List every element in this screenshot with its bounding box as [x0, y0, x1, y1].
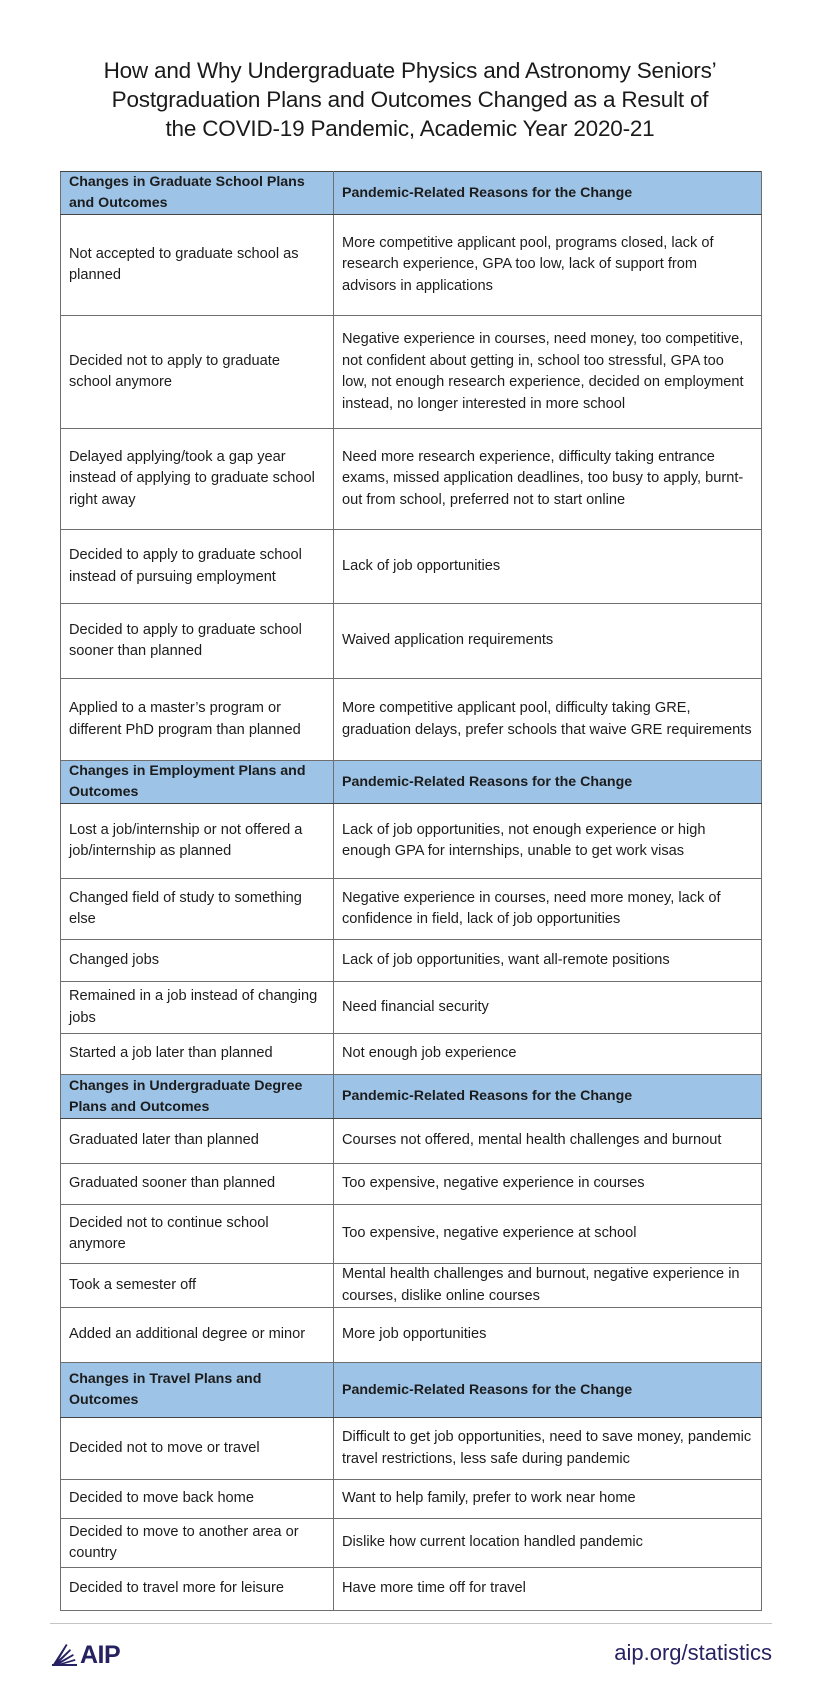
reasons-cell: Dislike how current location handled pandemic — [334, 1519, 762, 1568]
table-row — [61, 215, 762, 316]
reasons-cell: More competitive applicant pool, difficulty taking GRE, graduation delays, prefer schools that waive GRE requirements — [334, 679, 762, 761]
table-row — [61, 1205, 762, 1264]
change-cell: Decided not to apply to graduate school anymore — [61, 316, 334, 429]
footer-divider — [50, 1623, 772, 1624]
reasons-cell: Not enough job experience — [334, 1034, 762, 1075]
change-cell: Decided to apply to graduate school sooner than planned — [61, 604, 334, 679]
reasons-cell: Lack of job opportunities, want all-remote positions — [334, 940, 762, 982]
reasons-cell: Too expensive, negative experience at school — [334, 1205, 762, 1264]
aip-logo-text: AIP — [80, 1640, 121, 1669]
change-cell: Decided not to continue school anymore — [61, 1205, 334, 1264]
table-row — [61, 982, 762, 1034]
reason-heading: Pandemic-Related Reasons for the Change — [334, 1075, 762, 1119]
change-cell: Decided to travel more for leisure — [61, 1568, 334, 1611]
section-header-undergraduate-degree — [61, 1075, 762, 1119]
reasons-cell: Too expensive, negative experience in courses — [334, 1164, 762, 1205]
table-row — [61, 316, 762, 429]
title-line-2: Postgraduation Plans and Outcomes Changed as a Result of — [111, 87, 709, 112]
change-cell: Decided to apply to graduate school instead of pursuing employment — [61, 530, 334, 604]
table-row — [61, 1264, 762, 1308]
table-row — [61, 429, 762, 530]
change-cell: Decided to move back home — [61, 1480, 334, 1519]
reasons-cell: Negative experience in courses, need money, too competitive, not confident about getting in, school too stressful, GPA too low, not enough research experience, decided on employment instead, no longer interested in more school — [334, 316, 762, 429]
reasons-cell: Need financial security — [334, 982, 762, 1034]
table-row — [61, 604, 762, 679]
section-header-employment — [61, 761, 762, 804]
table-row — [61, 879, 762, 940]
table-row — [61, 679, 762, 761]
reason-heading: Pandemic-Related Reasons for the Change — [334, 761, 762, 804]
change-cell: Lost a job/internship or not offered a job/internship as planned — [61, 804, 334, 879]
table-row — [61, 530, 762, 604]
change-cell: Started a job later than planned — [61, 1034, 334, 1075]
title-line-3: the COVID-19 Pandemic, Academic Year 2020-21 — [165, 116, 655, 141]
change-cell: Graduated later than planned — [61, 1119, 334, 1164]
table-row — [61, 1519, 762, 1568]
statistics-link[interactable]: aip.org/statistics — [614, 1640, 772, 1665]
reasons-cell: Mental health challenges and burnout, negative experience in courses, dislike online courses — [334, 1264, 762, 1308]
reasons-cell: Courses not offered, mental health challenges and burnout — [334, 1119, 762, 1164]
reason-heading: Pandemic-Related Reasons for the Change — [334, 1363, 762, 1418]
reasons-cell: More competitive applicant pool, programs closed, lack of research experience, GPA too low, lack of support from advisors in applications — [334, 215, 762, 316]
section-heading: Changes in Employment Plans and Outcomes — [61, 761, 334, 804]
change-cell: Graduated sooner than planned — [61, 1164, 334, 1205]
title-line-1: How and Why Undergraduate Physics and Astronomy Seniors’ — [103, 58, 717, 83]
change-cell: Decided to move to another area or country — [61, 1519, 334, 1568]
changes-table — [60, 171, 762, 1611]
reasons-cell: Difficult to get job opportunities, need to save money, pandemic travel restrictions, less safe during pandemic — [334, 1418, 762, 1480]
change-cell: Changed field of study to something else — [61, 879, 334, 940]
table-row — [61, 1480, 762, 1519]
table-row — [61, 1568, 762, 1611]
change-cell: Remained in a job instead of changing jobs — [61, 982, 334, 1034]
change-cell: Changed jobs — [61, 940, 334, 982]
page-title — [0, 56, 820, 143]
table-row — [61, 1034, 762, 1075]
table-row — [61, 1119, 762, 1164]
reasons-cell: Lack of job opportunities — [334, 530, 762, 604]
section-heading: Changes in Graduate School Plans and Outcomes — [61, 172, 334, 215]
reasons-cell: More job opportunities — [334, 1308, 762, 1363]
change-cell: Decided not to move or travel — [61, 1418, 334, 1480]
section-heading: Changes in Undergraduate Degree Plans and Outcomes — [61, 1075, 334, 1119]
table-row — [61, 940, 762, 982]
reason-heading: Pandemic-Related Reasons for the Change — [334, 172, 762, 215]
reasons-cell: Want to help family, prefer to work near home — [334, 1480, 762, 1519]
section-header-graduate-school — [61, 172, 762, 215]
change-cell: Delayed applying/took a gap year instead of applying to graduate school right away — [61, 429, 334, 530]
section-header-travel — [61, 1363, 762, 1418]
section-heading: Changes in Travel Plans and Outcomes — [61, 1363, 334, 1418]
table-row — [61, 804, 762, 879]
change-cell: Applied to a master’s program or different PhD program than planned — [61, 679, 334, 761]
change-cell: Not accepted to graduate school as planned — [61, 215, 334, 316]
table-row — [61, 1418, 762, 1480]
aip-sunburst-icon — [52, 1644, 78, 1666]
aip-logo[interactable] — [52, 1642, 120, 1668]
table-row — [61, 1308, 762, 1363]
reasons-cell: Have more time off for travel — [334, 1568, 762, 1611]
reasons-cell: Negative experience in courses, need more money, lack of confidence in field, lack of job opportunities — [334, 879, 762, 940]
change-cell: Took a semester off — [61, 1264, 334, 1308]
reasons-cell: Need more research experience, difficulty taking entrance exams, missed application deadlines, too busy to apply, burnt-out from school, preferred not to start online — [334, 429, 762, 530]
change-cell: Added an additional degree or minor — [61, 1308, 334, 1363]
reasons-cell: Waived application requirements — [334, 604, 762, 679]
reasons-cell: Lack of job opportunities, not enough experience or high enough GPA for internships, unable to get work visas — [334, 804, 762, 879]
table-row — [61, 1164, 762, 1205]
